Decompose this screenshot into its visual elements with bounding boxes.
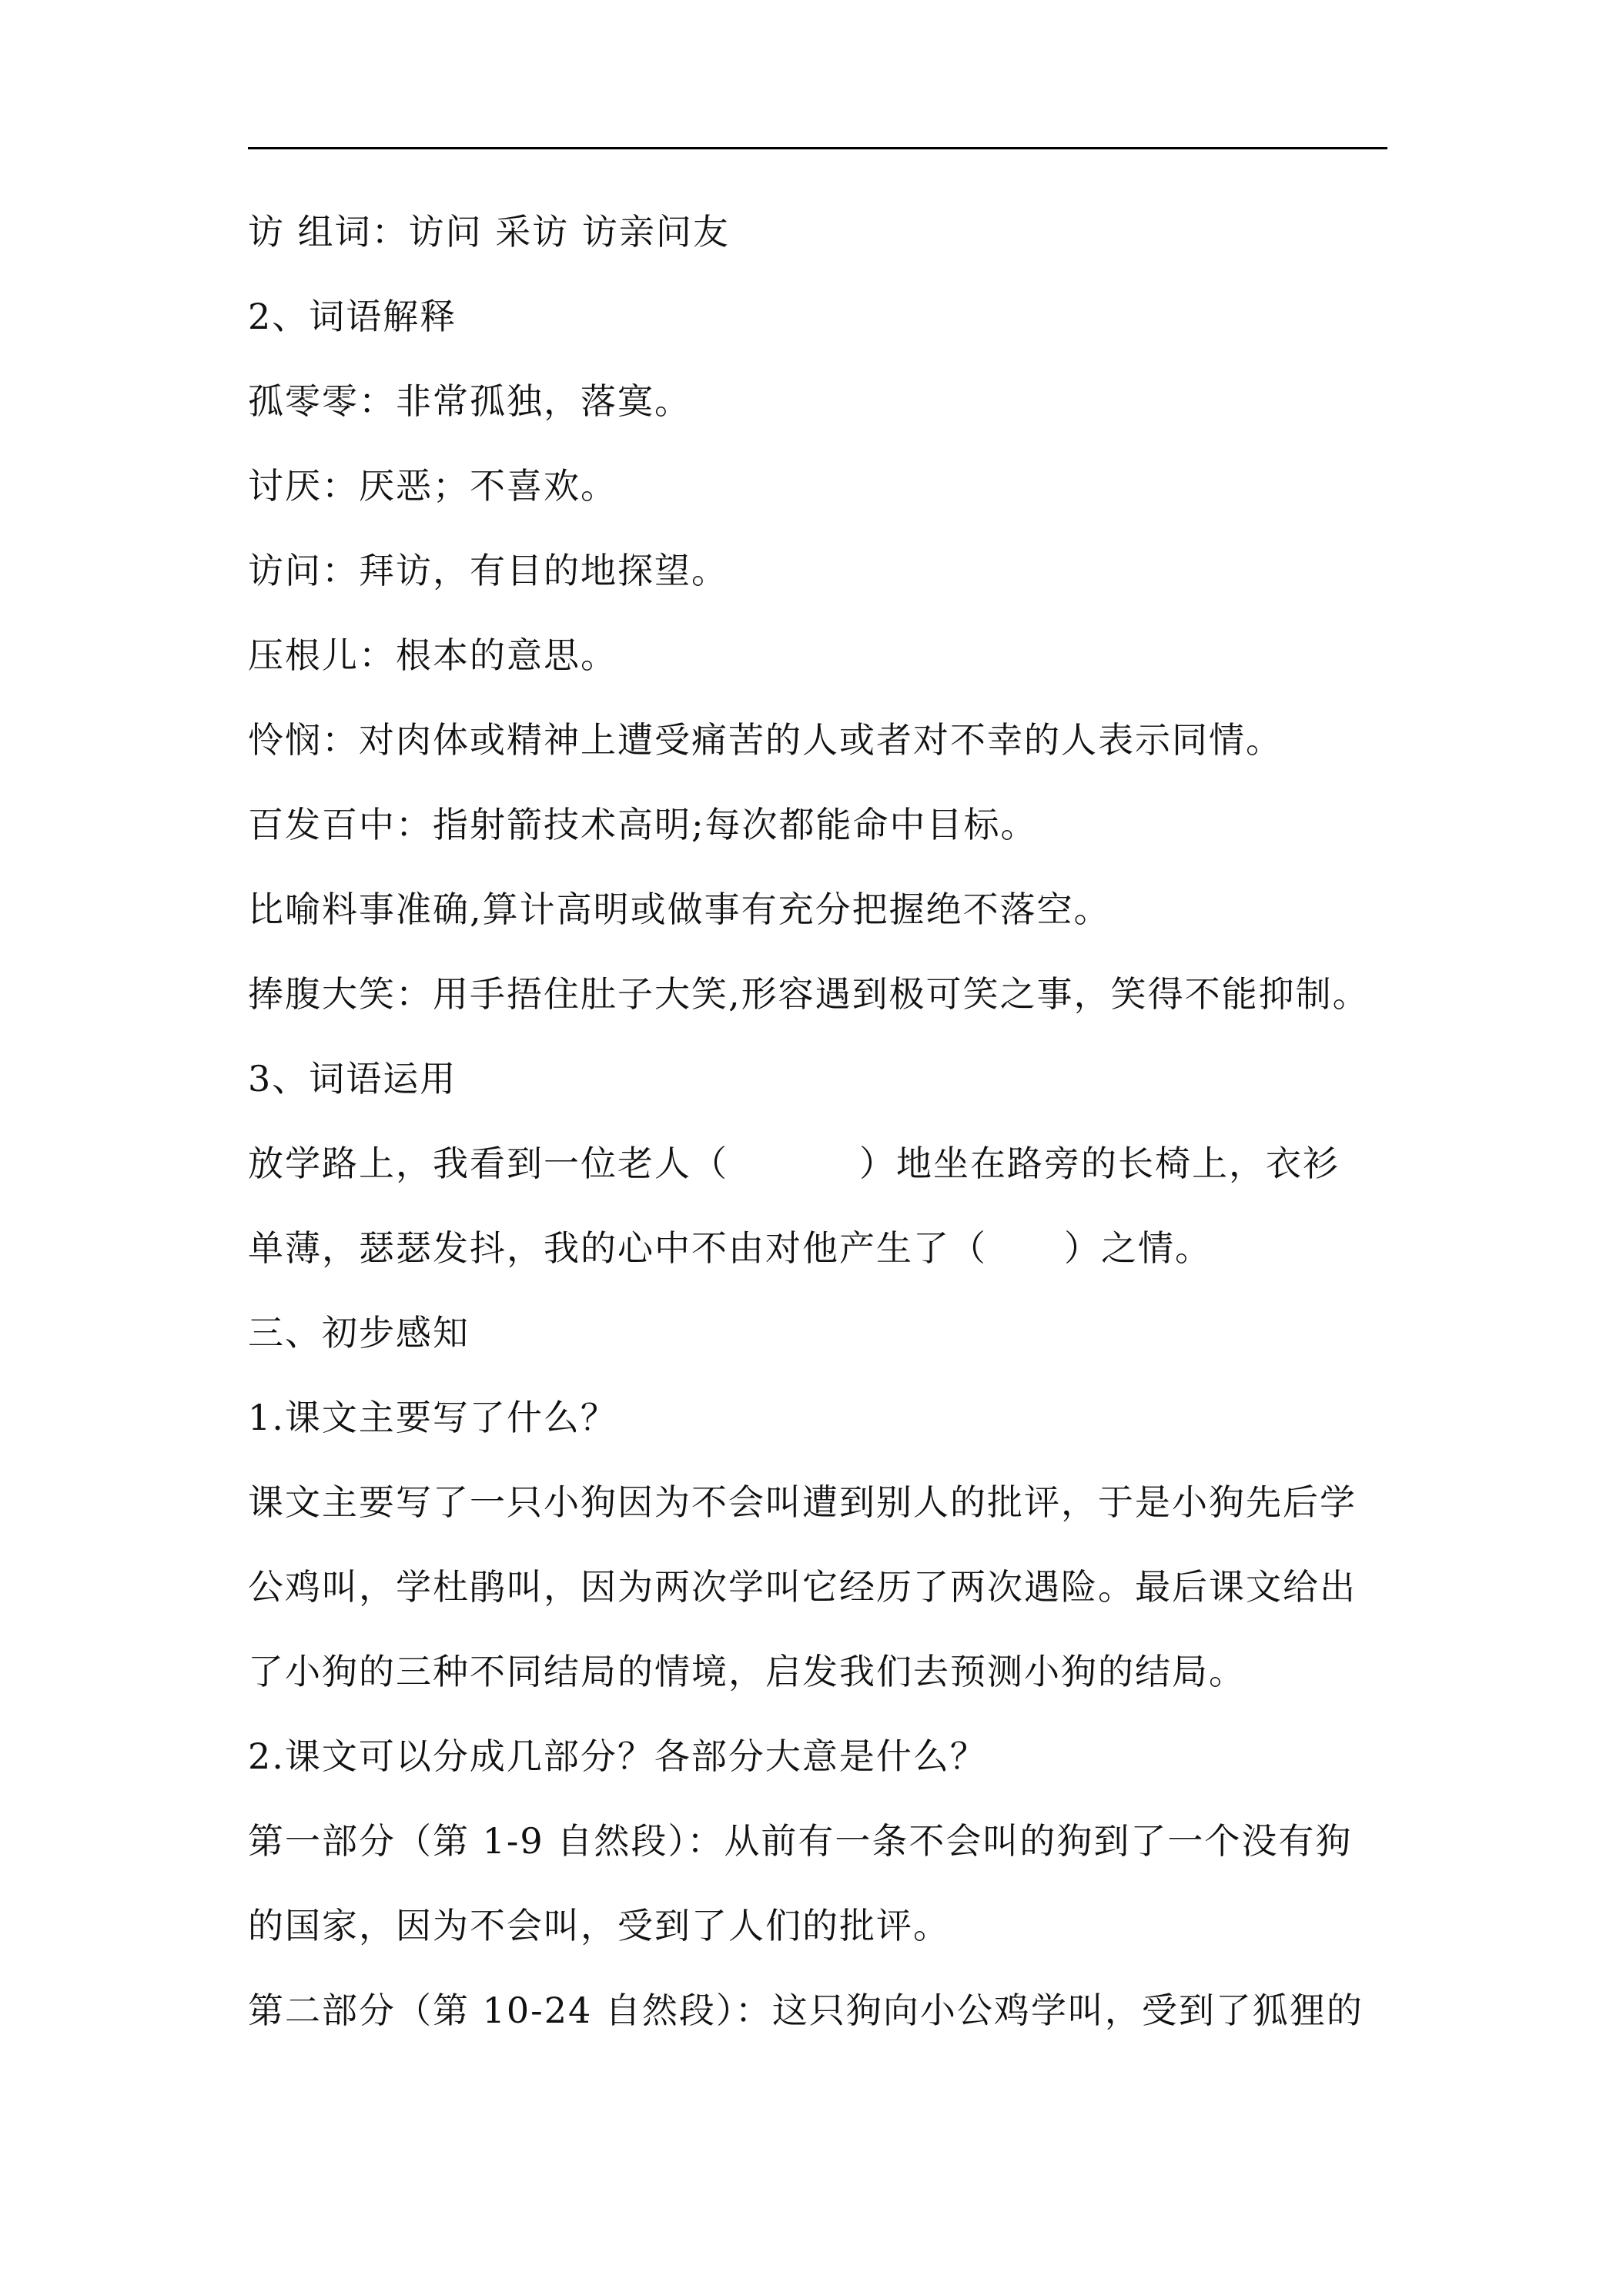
part-2-line-1: 第二部分（第 10-24 自然段）：这只狗向小公鸡学叫，受到了狐狸的 — [248, 1990, 1364, 2031]
section-heading-word-explanation: 2、词语解释 — [248, 296, 457, 337]
part-1-line-2: 的国家，因为不会叫，受到了人们的批评。 — [248, 1905, 950, 1946]
definition-baifabaizhong-figurative: 比喻料事准确,算计高明或做事有充分把握绝不落空。 — [248, 889, 1111, 930]
fill-in-sentence-1 — [248, 1121, 1395, 1206]
part-1-line-1: 第一部分（第 1-9 自然段）：从前有一条不会叫的狗到了一个没有狗 — [248, 1820, 1353, 1862]
definition-yagener: 压根儿：根本的意思。 — [248, 634, 617, 676]
answer-1-line-1: 课文主要写了一只小狗因为不会叫遭到别人的批评，于是小狗先后学 — [248, 1481, 1357, 1523]
definition-lianmin: 怜悯：对肉体或精神上遭受痛苦的人或者对不幸的人表示同情。 — [248, 719, 1283, 761]
question-2: 2.课文可以分成几部分？各部分大意是什么？ — [248, 1735, 987, 1777]
definition-gulingling: 孤零零：非常孤独，落寞。 — [248, 380, 691, 422]
header-rule — [248, 147, 1387, 149]
fill-2-after: ）之情。 — [1064, 1227, 1212, 1269]
section-heading-word-usage: 3、词语运用 — [248, 1058, 457, 1099]
definition-taoyan: 讨厌：厌恶；不喜欢。 — [248, 465, 617, 507]
answer-1-line-3: 了小狗的三种不同结局的情境，启发我们去预测小狗的结局。 — [248, 1651, 1246, 1692]
question-1: 1.课文主要写了什么？ — [248, 1397, 617, 1438]
fill-1-before: 放学路上，我看到一位老人（ — [248, 1143, 728, 1184]
answer-1-line-2: 公鸡叫，学杜鹃叫，因为两次学叫它经历了两次遇险。最后课文给出 — [248, 1566, 1357, 1608]
fill-1-after: ）地坐在路旁的长椅上，衣衫 — [859, 1143, 1340, 1184]
definition-fangwen: 访问：拜访，有目的地探望。 — [248, 550, 728, 591]
document-body — [248, 189, 1395, 2053]
fill-in-sentence-2 — [248, 1206, 1395, 1290]
vocab-line-fang: 访 组词：访问 采访 访亲问友 — [248, 211, 730, 253]
definition-baifabaizhong: 百发百中：指射箭技术高明;每次都能命中目标。 — [248, 804, 1038, 845]
fill-2-before: 单薄，瑟瑟发抖，我的心中不由对他产生了（ — [248, 1227, 987, 1269]
section-heading-initial-perception: 三、初步感知 — [248, 1312, 470, 1354]
definition-pengfudaxiao: 捧腹大笑：用手捂住肚子大笑,形容遇到极可笑之事，笑得不能抑制。 — [248, 973, 1370, 1015]
